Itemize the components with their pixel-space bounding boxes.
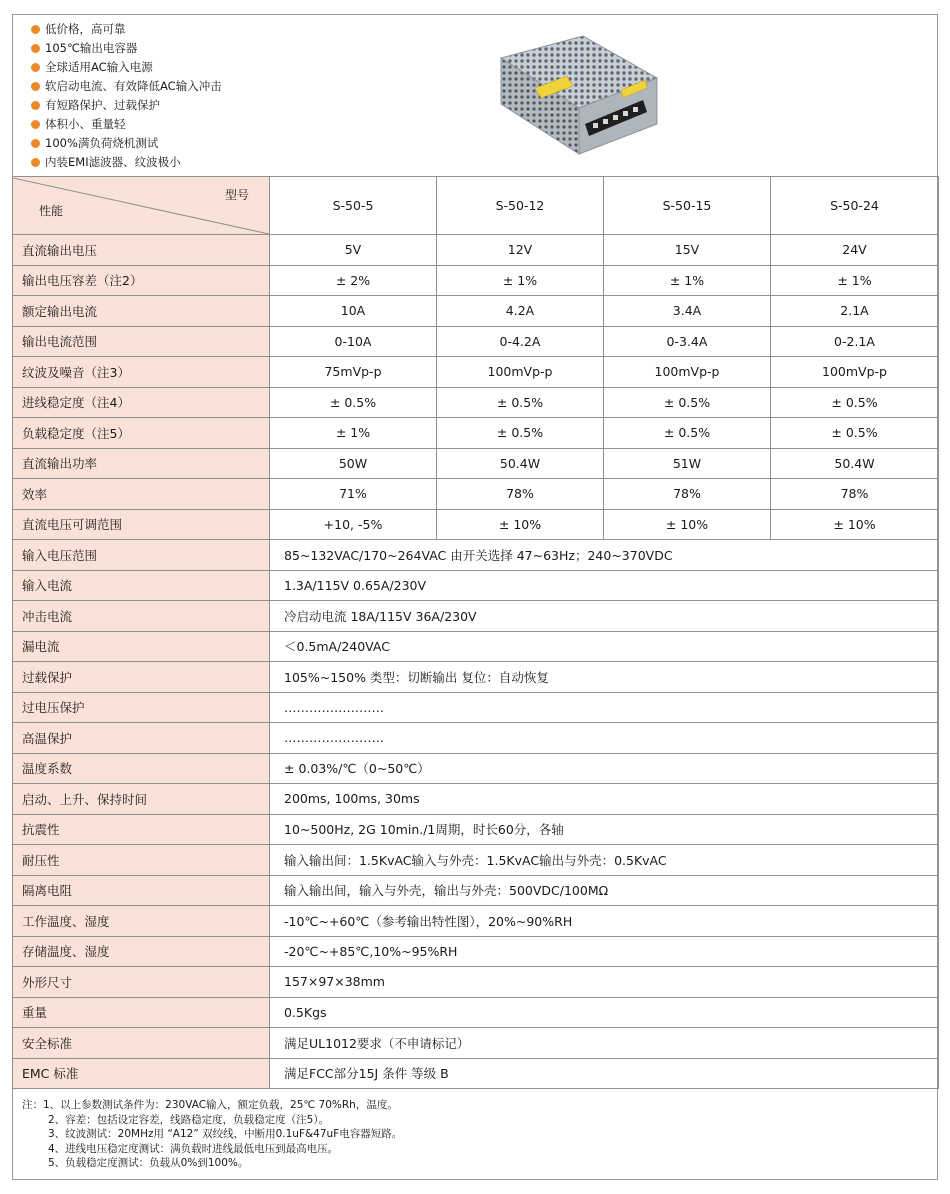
cell-value: 157×97×38mm bbox=[270, 967, 939, 998]
cell-value: 200ms, 100ms, 30ms bbox=[270, 784, 939, 815]
cell-value: 5V bbox=[270, 235, 437, 266]
row-label: 工作温度、湿度 bbox=[13, 906, 270, 937]
cell-value: ± 2% bbox=[270, 265, 437, 296]
feature-item bbox=[31, 77, 222, 96]
model-label: 型号 bbox=[224, 187, 249, 202]
feature-text: 100%满负荷烧机测试 bbox=[45, 136, 159, 150]
footnotes bbox=[22, 1098, 402, 1171]
cell-value: 100mVp-p bbox=[771, 357, 939, 388]
row-label: 重量 bbox=[13, 997, 270, 1028]
table-row bbox=[13, 296, 939, 327]
cell-value: 85~132VAC/170~264VAC 由开关选择 47~63Hz；240~370VDC bbox=[270, 540, 939, 571]
table-row bbox=[13, 1058, 939, 1089]
table-row bbox=[13, 448, 939, 479]
cell-value: 78% bbox=[437, 479, 604, 510]
header-corner bbox=[13, 178, 269, 234]
row-label: 输入电压范围 bbox=[13, 540, 270, 571]
cell-value: ± 1% bbox=[437, 265, 604, 296]
table-row bbox=[13, 357, 939, 388]
cell-value: 冷启动电流 18A/115V 36A/230V bbox=[270, 601, 939, 632]
table-row bbox=[13, 326, 939, 357]
bullet-icon bbox=[31, 44, 40, 53]
cell-value: 50W bbox=[270, 448, 437, 479]
row-label: 安全标准 bbox=[13, 1028, 270, 1059]
cell-value: ± 0.5% bbox=[604, 387, 771, 418]
cell-value: -20℃~+85℃,10%~95%RH bbox=[270, 936, 939, 967]
table-row bbox=[13, 967, 939, 998]
table-row bbox=[13, 509, 939, 540]
cell-value: 75mVp-p bbox=[270, 357, 437, 388]
cell-value: 3.4A bbox=[604, 296, 771, 327]
table-row bbox=[13, 479, 939, 510]
feature-item bbox=[31, 115, 222, 134]
cell-value: ± 1% bbox=[771, 265, 939, 296]
cell-value: 满足FCC部分15J 条件 等级 B bbox=[270, 1058, 939, 1089]
feature-item bbox=[31, 20, 222, 39]
model-name: S-50-12 bbox=[437, 177, 604, 235]
cell-value: 0-4.2A bbox=[437, 326, 604, 357]
row-label: 输出电流范围 bbox=[13, 326, 270, 357]
model-name: S-50-15 bbox=[604, 177, 771, 235]
cell-value: 2.1A bbox=[771, 296, 939, 327]
footnote: 3、纹波测试：20MHz用 “A12” 双绞线，中断用0.1uF&47uF电容器短路。 bbox=[48, 1128, 403, 1140]
cell-value: -10℃~+60℃（参考输出特性图），20%~90%RH bbox=[270, 906, 939, 937]
row-label: 耐压性 bbox=[13, 845, 270, 876]
spec-table bbox=[12, 176, 939, 1089]
row-label: 负载稳定度（注5） bbox=[13, 418, 270, 449]
cell-value: 10~500Hz, 2G 10min./1周期，时长60分，各轴 bbox=[270, 814, 939, 845]
power-supply-unit-icon bbox=[495, 28, 665, 160]
cell-value: 满足UL1012要求（不申请标记） bbox=[270, 1028, 939, 1059]
cell-value: 输入输出间，输入与外壳，输出与外壳：500VDC/100MΩ bbox=[270, 875, 939, 906]
cell-value: 0-2.1A bbox=[771, 326, 939, 357]
feature-text: 内装EMI滤波器、纹波极小 bbox=[45, 155, 181, 169]
bullet-icon bbox=[31, 158, 40, 167]
cell-value: ± 1% bbox=[604, 265, 771, 296]
bullet-icon bbox=[31, 82, 40, 91]
row-label: 温度系数 bbox=[13, 753, 270, 784]
cell-value: 100mVp-p bbox=[604, 357, 771, 388]
cell-value: ± 0.5% bbox=[270, 387, 437, 418]
table-row bbox=[13, 845, 939, 876]
cell-value: 0.5Kgs bbox=[270, 997, 939, 1028]
cell-value: ± 10% bbox=[604, 509, 771, 540]
cell-value: ＜0.5mA/240VAC bbox=[270, 631, 939, 662]
row-label: EMC 标准 bbox=[13, 1058, 270, 1089]
cell-value: …………………… bbox=[270, 723, 939, 754]
cell-value: ± 0.5% bbox=[437, 418, 604, 449]
table-row bbox=[13, 235, 939, 266]
table-row bbox=[13, 601, 939, 632]
row-label: 额定输出电流 bbox=[13, 296, 270, 327]
feature-item bbox=[31, 58, 222, 77]
row-label: 高温保护 bbox=[13, 723, 270, 754]
table-header-row bbox=[13, 177, 939, 235]
feature-text: 全球适用AC输入电源 bbox=[45, 60, 153, 74]
feature-text: 低价格，高可靠 bbox=[45, 22, 126, 36]
cell-value: 51W bbox=[604, 448, 771, 479]
table-row bbox=[13, 997, 939, 1028]
cell-value: …………………… bbox=[270, 692, 939, 723]
cell-value: 0-10A bbox=[270, 326, 437, 357]
table-row bbox=[13, 692, 939, 723]
bullet-icon bbox=[31, 25, 40, 34]
feature-list bbox=[31, 20, 222, 172]
row-label: 过电压保护 bbox=[13, 692, 270, 723]
table-row bbox=[13, 387, 939, 418]
model-name: S-50-24 bbox=[771, 177, 939, 235]
cell-value: 1.3A/115V 0.65A/230V bbox=[270, 570, 939, 601]
cell-value: 50.4W bbox=[771, 448, 939, 479]
row-label: 启动、上升、保持时间 bbox=[13, 784, 270, 815]
row-label: 冲击电流 bbox=[13, 601, 270, 632]
table-row bbox=[13, 814, 939, 845]
table-row bbox=[13, 662, 939, 693]
table-row bbox=[13, 540, 939, 571]
table-row bbox=[13, 265, 939, 296]
performance-label: 性能 bbox=[39, 203, 64, 218]
cell-value: 100mVp-p bbox=[437, 357, 604, 388]
table-row bbox=[13, 875, 939, 906]
table-row bbox=[13, 631, 939, 662]
cell-value: 输入输出间：1.5KvAC输入与外壳：1.5KvAC输出与外壳：0.5KvAC bbox=[270, 845, 939, 876]
row-label: 纹波及噪音（注3） bbox=[13, 357, 270, 388]
feature-text: 105℃输出电容器 bbox=[45, 41, 138, 55]
row-label: 漏电流 bbox=[13, 631, 270, 662]
row-label: 过载保护 bbox=[13, 662, 270, 693]
bullet-icon bbox=[31, 63, 40, 72]
cell-value: ± 0.5% bbox=[604, 418, 771, 449]
footnote: 5、负载稳定度测试：负载从0%到100%。 bbox=[48, 1157, 249, 1169]
cell-value: 24V bbox=[771, 235, 939, 266]
cell-value: ± 10% bbox=[771, 509, 939, 540]
footnote: 2、容差：包括设定容差，线路稳定度，负载稳定度（注5）。 bbox=[48, 1113, 330, 1126]
cell-value: 4.2A bbox=[437, 296, 604, 327]
feature-item bbox=[31, 96, 222, 115]
row-label: 效率 bbox=[13, 479, 270, 510]
cell-value: ± 0.5% bbox=[771, 387, 939, 418]
row-label: 外形尺寸 bbox=[13, 967, 270, 998]
cell-value: 71% bbox=[270, 479, 437, 510]
feature-text: 有短路保护、过载保护 bbox=[45, 98, 160, 112]
feature-text: 体积小、重量轻 bbox=[45, 117, 126, 131]
model-name: S-50-5 bbox=[270, 177, 437, 235]
cell-value: 15V bbox=[604, 235, 771, 266]
cell-value: 50.4W bbox=[437, 448, 604, 479]
feature-item bbox=[31, 39, 222, 58]
row-label: 直流电压可调范围 bbox=[13, 509, 270, 540]
table-row bbox=[13, 723, 939, 754]
row-label: 进线稳定度（注4） bbox=[13, 387, 270, 418]
header-corner-cell bbox=[13, 177, 270, 235]
row-label: 存储温度、湿度 bbox=[13, 936, 270, 967]
bullet-icon bbox=[31, 101, 40, 110]
row-label: 抗震性 bbox=[13, 814, 270, 845]
table-row bbox=[13, 418, 939, 449]
table-row bbox=[13, 753, 939, 784]
row-label: 直流输出功率 bbox=[13, 448, 270, 479]
bullet-icon bbox=[31, 120, 40, 129]
cell-value: 78% bbox=[604, 479, 771, 510]
cell-value: 10A bbox=[270, 296, 437, 327]
cell-value: ± 0.5% bbox=[771, 418, 939, 449]
feature-text: 软启动电流、有效降低AC输入冲击 bbox=[45, 79, 222, 93]
row-label: 隔离电阻 bbox=[13, 875, 270, 906]
row-label: 直流输出电压 bbox=[13, 235, 270, 266]
table-row bbox=[13, 784, 939, 815]
table-row bbox=[13, 1028, 939, 1059]
cell-value: 12V bbox=[437, 235, 604, 266]
bullet-icon bbox=[31, 139, 40, 148]
table-row bbox=[13, 906, 939, 937]
footnote: 4、进线电压稳定度测试：满负载时进线最低电压到最高电压。 bbox=[48, 1142, 339, 1155]
cell-value: +10, -5% bbox=[270, 509, 437, 540]
feature-item bbox=[31, 153, 222, 172]
cell-value: 0-3.4A bbox=[604, 326, 771, 357]
cell-value: 78% bbox=[771, 479, 939, 510]
cell-value: ± 0.5% bbox=[437, 387, 604, 418]
table-row bbox=[13, 570, 939, 601]
table-row bbox=[13, 936, 939, 967]
footnote: 注：1、以上参数测试条件为：230VAC输入，额定负载，25℃ 70%Rh，温度。 bbox=[22, 1099, 398, 1111]
feature-item bbox=[31, 134, 222, 153]
cell-value: ± 0.03%/℃（0~50℃） bbox=[270, 753, 939, 784]
cell-value: 105%~150% 类型：切断输出 复位：自动恢复 bbox=[270, 662, 939, 693]
cell-value: ± 1% bbox=[270, 418, 437, 449]
row-label: 输入电流 bbox=[13, 570, 270, 601]
row-label: 输出电压容差（注2） bbox=[13, 265, 270, 296]
cell-value: ± 10% bbox=[437, 509, 604, 540]
